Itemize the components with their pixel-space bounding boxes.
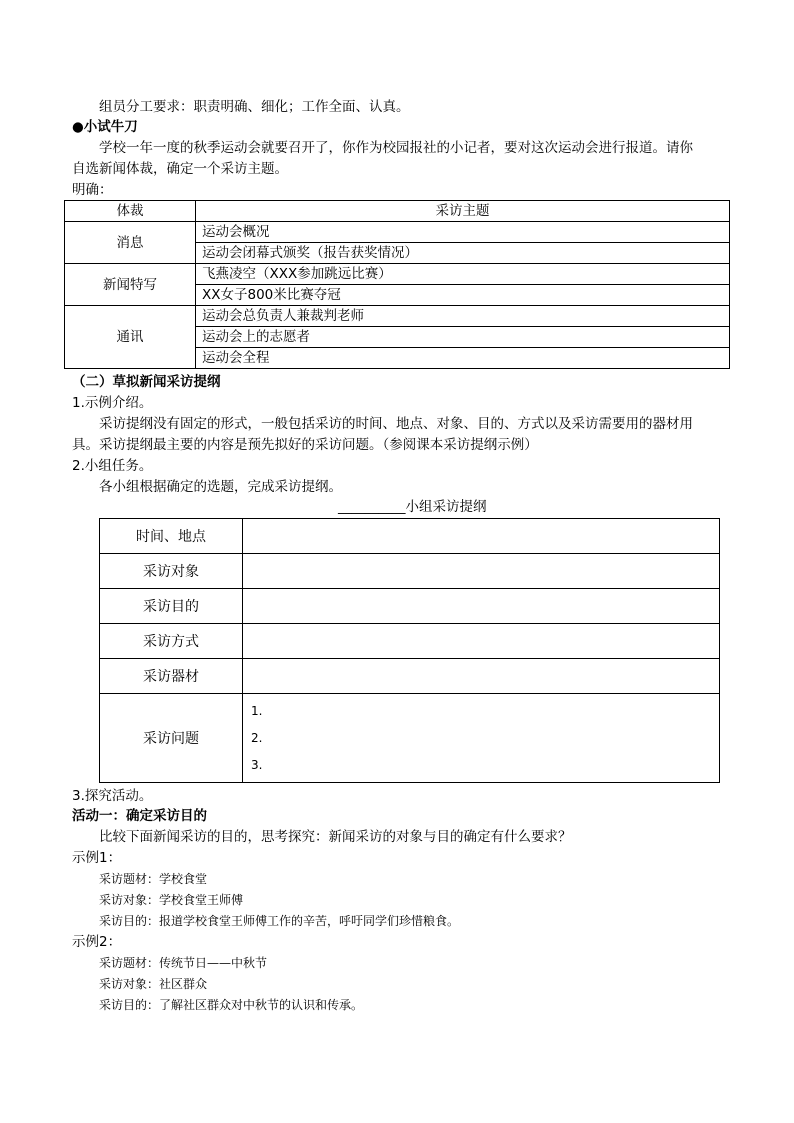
theme-table <box>64 200 730 369</box>
theme-row <box>65 264 730 285</box>
clarify-label: 明确： <box>72 182 113 198</box>
item3-title: 3.探究活动。 <box>72 788 153 804</box>
theme-topic-cell: 运动会全程 <box>196 348 730 369</box>
outline-row-field[interactable] <box>243 624 720 659</box>
outline-table <box>99 518 720 783</box>
item2-para: 各小组根据确定的选题，完成采访提纲。 <box>99 479 342 495</box>
outline-row <box>100 624 720 659</box>
theme-topic-cell: 运动会概况 <box>196 222 730 243</box>
theme-topic-cell: XX女子800米比赛夺冠 <box>196 285 730 306</box>
example2-label: 示例2： <box>72 934 122 950</box>
outline-row-label: 时间、地点 <box>100 519 243 554</box>
theme-genre-cell: 消息 <box>65 222 196 264</box>
outline-title <box>338 497 487 517</box>
outline-row-label: 采访器材 <box>100 659 243 694</box>
outline-row <box>100 659 720 694</box>
intro-line: 组员分工要求：职责明确、细化；工作全面、认真。 <box>99 99 410 115</box>
theme-table-header-row <box>65 201 730 222</box>
small-try-para-line1: 学校一年一度的秋季运动会就要召开了，你作为校园报社的小记者，要对这次运动会进行报道。请你 <box>99 140 693 156</box>
outline-row-label: 采访对象 <box>100 554 243 589</box>
question-item: 1. <box>251 703 263 718</box>
outline-row-label: 采访目的 <box>100 589 243 624</box>
example2-line: 采访题材：传统节日——中秋节 <box>99 956 268 970</box>
theme-topic-cell: 飞燕凌空（XXX参加跳远比赛） <box>196 264 730 285</box>
outline-row-label: 采访方式 <box>100 624 243 659</box>
section-two-heading: （二）草拟新闻采访提纲 <box>72 374 221 390</box>
activity1-para: 比较下面新闻采访的目的，思考探究：新闻采访的对象与目的确定有什么要求？ <box>99 829 572 845</box>
example1-line: 采访对象：学校食堂王师傅 <box>99 893 244 907</box>
activity1-heading: 活动一：确定采访目的 <box>72 808 207 824</box>
theme-header-genre: 体裁 <box>65 201 196 222</box>
outline-row <box>100 589 720 624</box>
outline-title-blank: __________ <box>338 499 406 515</box>
outline-row-field[interactable] <box>243 554 720 589</box>
example2-line: 采访对象：社区群众 <box>99 977 208 991</box>
question-item: 3. <box>251 757 263 772</box>
theme-genre-cell: 通讯 <box>65 306 196 369</box>
theme-topic-cell: 运动会上的志愿者 <box>196 327 730 348</box>
outline-title-text: 小组采访提纲 <box>405 499 487 515</box>
small-try-heading: ●小试牛刀 <box>72 119 138 135</box>
theme-genre-cell: 新闻特写 <box>65 264 196 306</box>
theme-topic-cell: 运动会总负责人兼裁判老师 <box>196 306 730 327</box>
item1-title: 1.示例介绍。 <box>72 395 153 411</box>
example2-line: 采访目的：了解社区群众对中秋节的认识和传承。 <box>99 998 364 1012</box>
example1-line: 采访题材：学校食堂 <box>99 872 208 886</box>
theme-row <box>65 306 730 327</box>
outline-row-field[interactable] <box>243 519 720 554</box>
question-item: 2. <box>251 730 263 745</box>
theme-topic-cell: 运动会闭幕式颁奖（报告获奖情况） <box>196 243 730 264</box>
theme-header-topic: 采访主题 <box>196 201 730 222</box>
outline-row-field[interactable] <box>243 659 720 694</box>
outline-questions-row <box>100 694 720 783</box>
theme-row <box>65 222 730 243</box>
small-try-para-line2: 自选新闻体裁，确定一个采访主题。 <box>72 161 288 177</box>
outline-row-field[interactable] <box>243 589 720 624</box>
outline-row <box>100 554 720 589</box>
outline-questions-field[interactable] <box>243 694 720 783</box>
example1-line: 采访目的：报道学校食堂王师傅工作的辛苦，呼吁同学们珍惜粮食。 <box>99 914 460 928</box>
example1-label: 示例1： <box>72 850 122 866</box>
item1-para-line1: 采访提纲没有固定的形式，一般包括采访的时间、地点、对象、目的、方式以及采访需要用的器材用 <box>99 416 693 432</box>
item1-para-line2: 具。采访提纲最主要的内容是预先拟好的采访问题。（参阅课本采访提纲示例） <box>72 437 538 453</box>
outline-questions-label: 采访问题 <box>100 694 243 783</box>
item2-title: 2.小组任务。 <box>72 458 153 474</box>
outline-row <box>100 519 720 554</box>
